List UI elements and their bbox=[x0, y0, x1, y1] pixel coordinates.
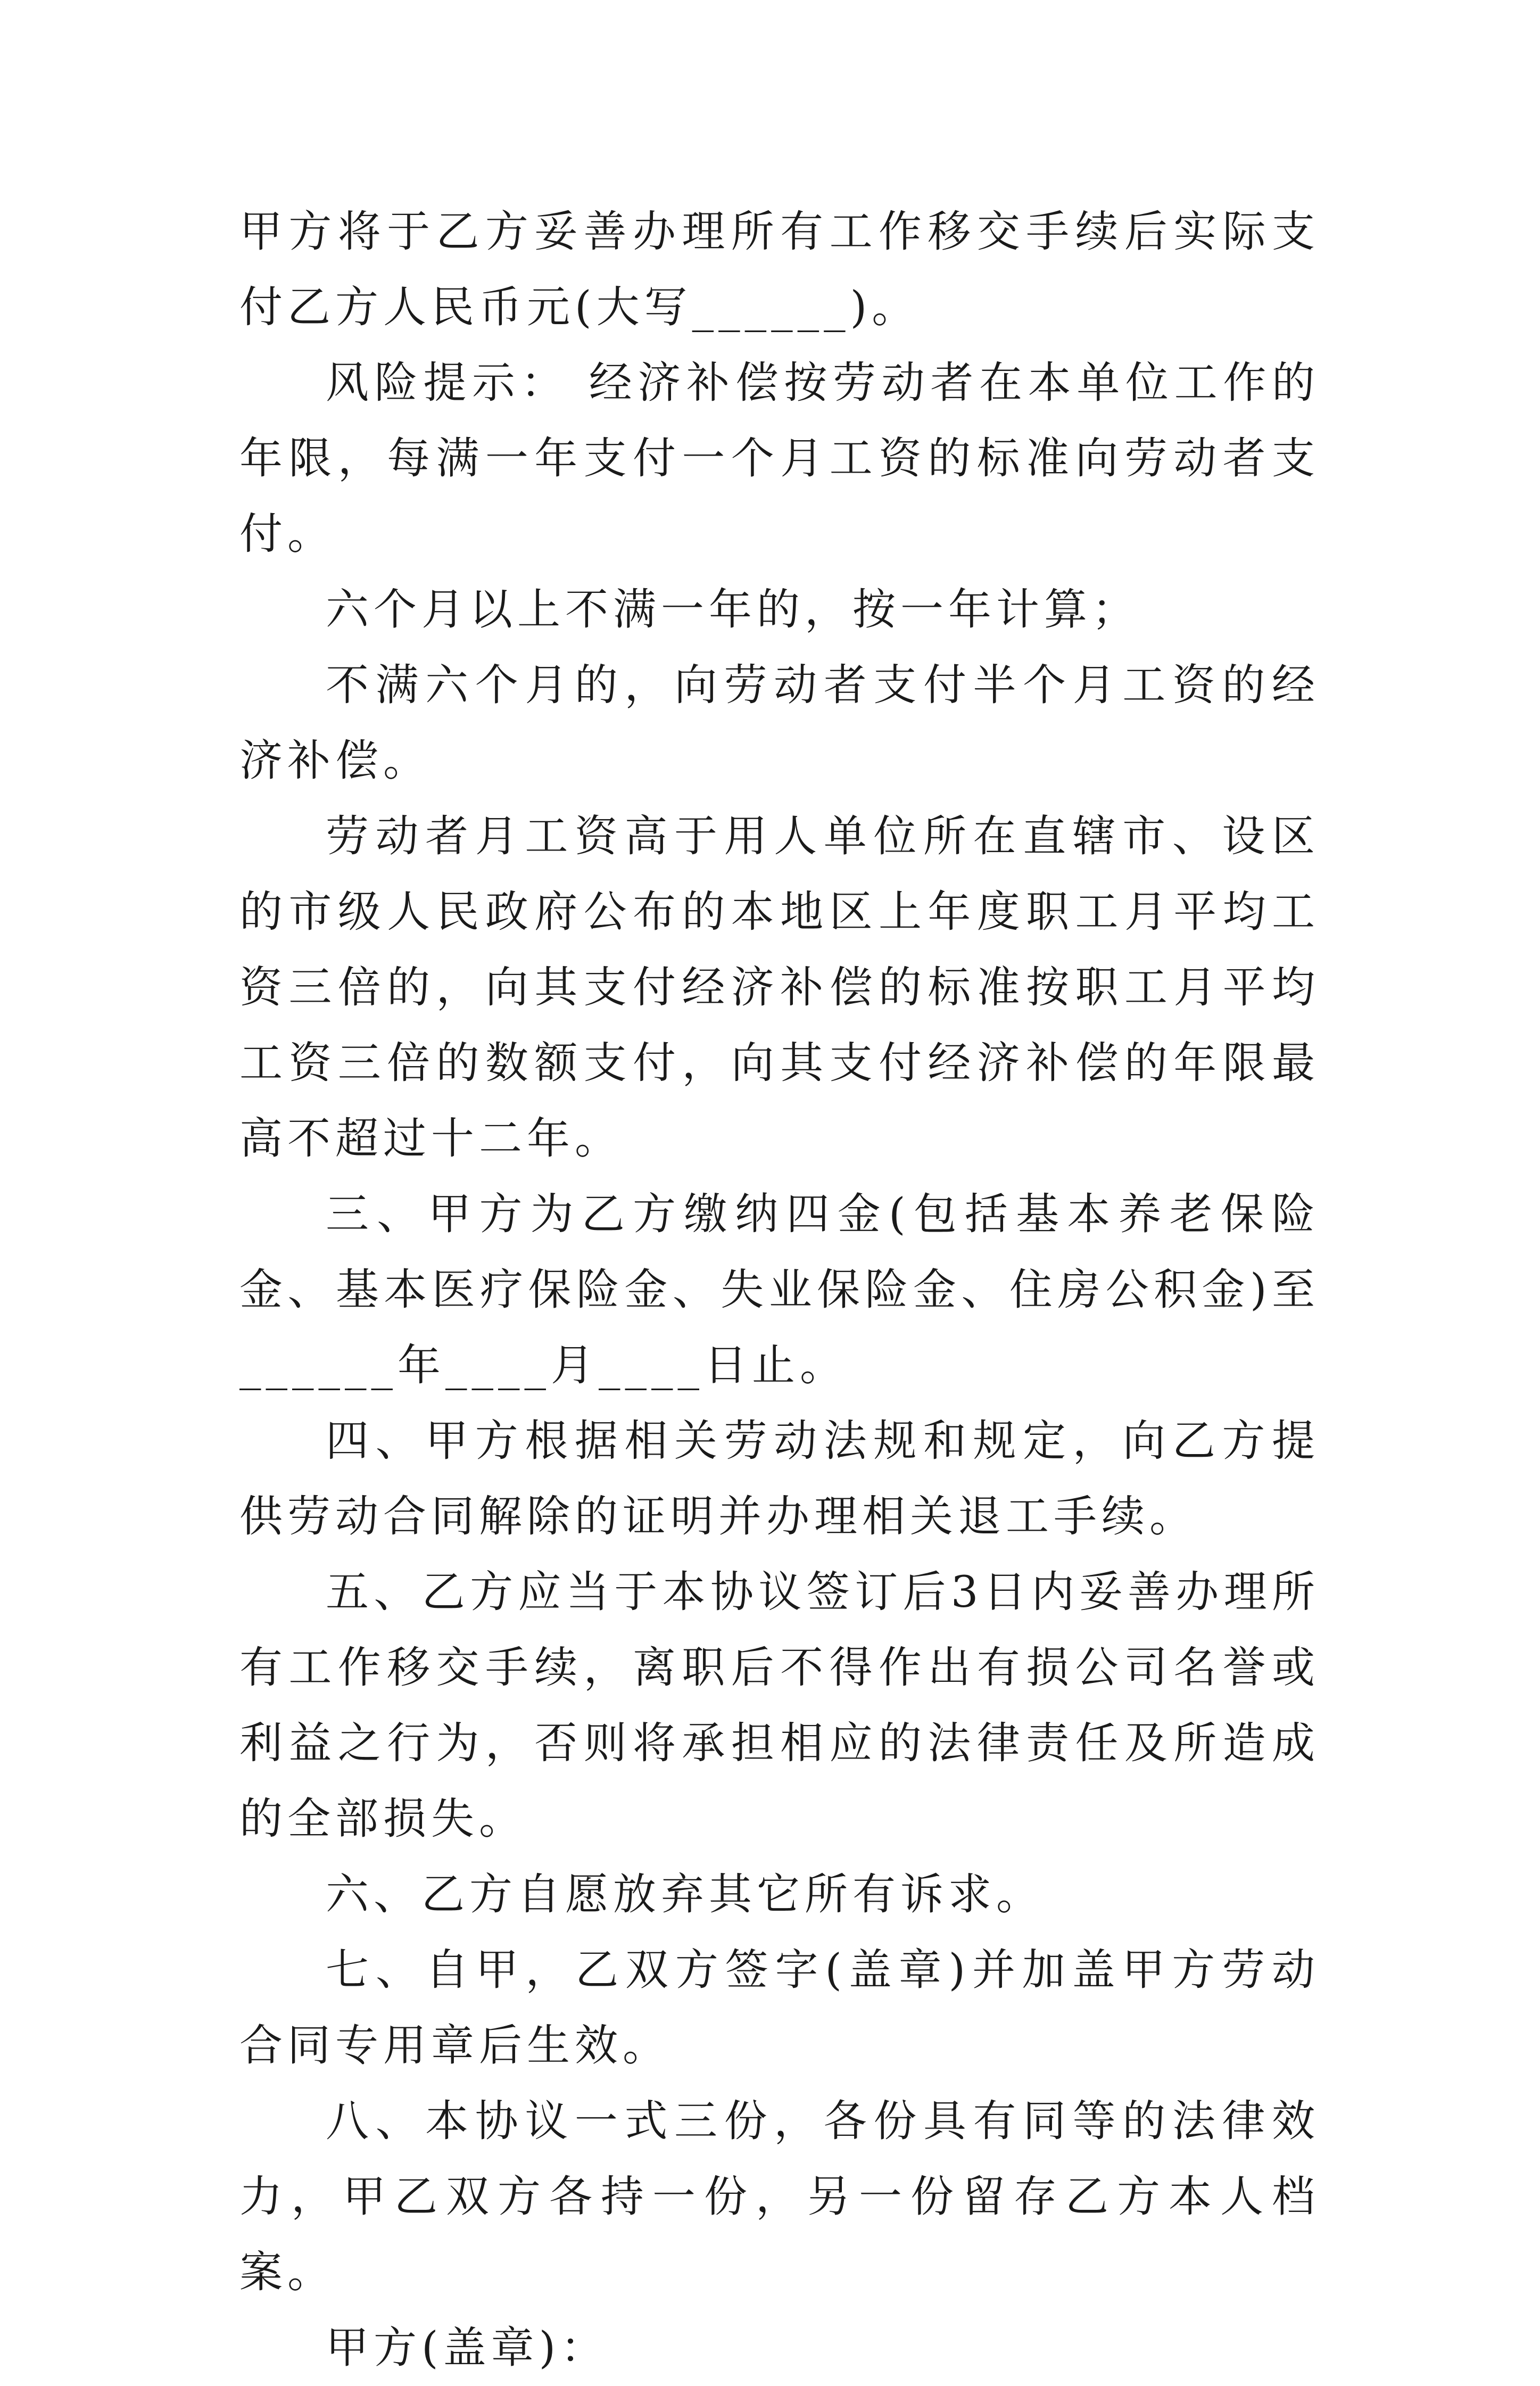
clause-six-paragraph: 六、乙方自愿放弃其它所有诉求。 bbox=[326, 1870, 1045, 1920]
document-body bbox=[239, 194, 1320, 2386]
six-months-under-paragraph: 不满六个月的，向劳动者支付半个月工资的经济补偿。 bbox=[239, 661, 1320, 786]
clause-seven-paragraph: 七、自甲，乙双方签字(盖章)并加盖甲方劳动合同专用章后生效。 bbox=[239, 1945, 1320, 2071]
six-months-over-paragraph: 六个月以上不满一年的，按一年计算； bbox=[326, 585, 1140, 635]
clause-four-paragraph: 四、甲方根据相关劳动法规和规定，向乙方提供劳动合同解除的证明并办理相关退工手续。 bbox=[239, 1416, 1320, 1542]
risk-notice-paragraph: 风险提示： 经济补偿按劳动者在本单位工作的年限，每满一年支付一个月工资的标准向劳动者支付。 bbox=[239, 358, 1320, 559]
clause-five-paragraph: 五、乙方应当于本协议签订后3日内妥善办理所有工作移交手续，离职后不得作出有损公司名誉或利益之行为，否则将承担相应的法律责任及所造成的全部损失。 bbox=[239, 1567, 1320, 1844]
payment-paragraph: 甲方将于乙方妥善办理所有工作移交手续后实际支付乙方人民币元(大写______)。 bbox=[239, 207, 1320, 333]
wage-cap-paragraph: 劳动者月工资高于用人单位所在直辖市、设区的市级人民政府公布的本地区上年度职工月平均工资三倍的，向其支付经济补偿的标准按职工月平均工资三倍的数额支付，向其支付经济补偿的年限最高不超过十二年。 bbox=[239, 812, 1320, 1164]
clause-three-paragraph: 三、甲方为乙方缴纳四金(包括基本养老保险金、基本医疗保险金、失业保险金、住房公积金)至______年____月____日止。 bbox=[239, 1190, 1320, 1391]
clause-eight-paragraph: 八、本协议一式三份，各份具有同等的法律效力，甲乙双方各持一份，另一份留存乙方本人档案。 bbox=[239, 2096, 1320, 2298]
party-a-seal-line: 甲方(盖章)： bbox=[326, 2323, 609, 2373]
